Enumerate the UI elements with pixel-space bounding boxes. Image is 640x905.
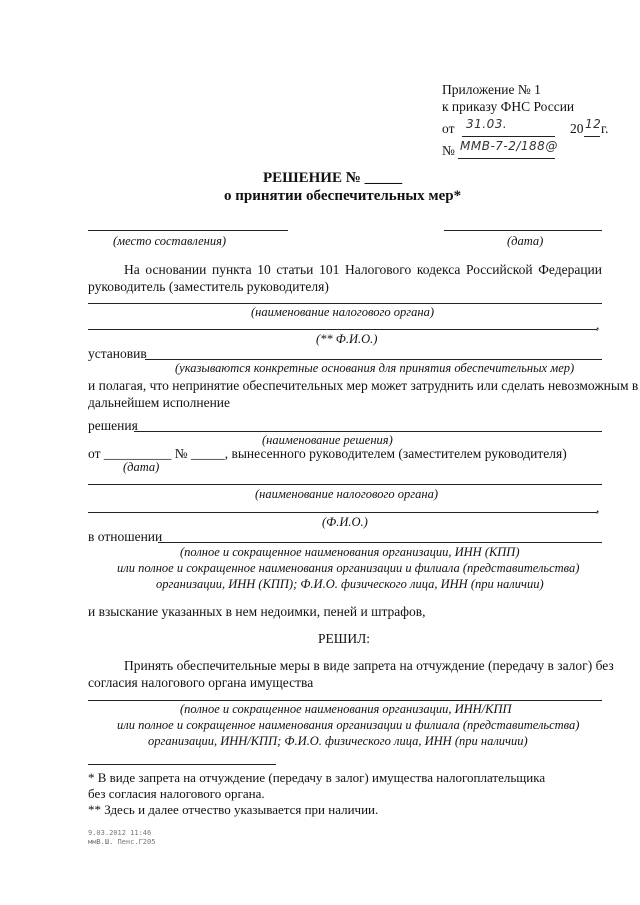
collection-text: и взыскание указанных в нем недоимки, пеней и штрафов, [88, 604, 426, 619]
regarding-label: в отношении [88, 529, 163, 544]
footnote-1-line2: без согласия налогового органа. [88, 786, 265, 801]
head-fio-comma: , [596, 317, 600, 332]
head-fio-caption: (** Ф.И.О.) [316, 332, 378, 346]
decision-label: решения [88, 418, 138, 433]
presumption-line1: и полагая, что непринятие обеспечительных мер может затруднить или сделать невозможным в [88, 378, 639, 393]
order-date-prefix: от [442, 121, 455, 136]
grounds-line [145, 359, 602, 360]
tax-authority-line [88, 303, 602, 304]
property-owner-line [88, 700, 602, 701]
registration-stamp-line2: ммВ.Ш. Пенс.Г205 [88, 838, 156, 846]
taxpayer-caption-3: организации, ИНН (КПП); Ф.И.О. физического лица, ИНН (при наличии) [156, 577, 544, 591]
order-year-underline [584, 136, 600, 137]
order-year-suffix: г. [601, 121, 609, 136]
appendix-label: Приложение № 1 [442, 82, 541, 97]
taxpayer-caption-2: или полное и сокращенное наименования организации и филиала (представительства) [117, 561, 580, 575]
order-number-value: ММВ-7-2/188@ [460, 139, 558, 153]
date-line [444, 230, 602, 231]
decided-heading: РЕШИЛ: [318, 631, 371, 646]
order-reference: к приказу ФНС России [442, 99, 575, 114]
grounds-caption: (указываются конкретные основания для принятия обеспечительных мер) [175, 361, 575, 375]
fio-line [88, 512, 597, 513]
measures-line2: согласия налогового органа имущества [88, 675, 314, 690]
property-owner-caption-3: организации, ИНН/КПП; Ф.И.О. физического лица, ИНН (при наличии) [148, 734, 528, 748]
fio-comma: , [596, 500, 600, 515]
decision-name-caption: (наименование решения) [262, 433, 393, 447]
decision-number-blank: _____ [364, 170, 403, 186]
property-owner-caption-2: или полное и сокращенное наименования организации и филиала (представительства) [117, 718, 580, 732]
decision-title-text: РЕШЕНИЕ № [263, 170, 361, 186]
decision-date-caption: (дата) [123, 460, 160, 474]
place-line [88, 230, 288, 231]
tax-authority-caption: (наименование налогового органа) [251, 305, 434, 319]
order-number-underline [458, 158, 555, 159]
footnote-separator [88, 764, 276, 765]
basis-paragraph-line2: руководитель (заместитель руководителя) [88, 279, 329, 294]
established-label: установив [88, 346, 147, 361]
order-date-underline [462, 136, 555, 137]
footnote-1-line1: * В виде запрета на отчуждение (передачу в залог) имущества налогоплательщика [88, 770, 546, 785]
decision-from-line: от __________ № _____, вынесенного руководителем (заместителем руководителя) [88, 446, 567, 461]
registration-stamp-line1: 9.03.2012 11:46 [88, 829, 152, 837]
head-fio-line [88, 329, 597, 330]
decision-subtitle: о принятии обеспечительных мер* [224, 188, 462, 204]
property-owner-caption-1: (полное и сокращенное наименования организации, ИНН/КПП [180, 702, 512, 716]
fio-caption: (Ф.И.О.) [322, 515, 368, 529]
order-year-handwritten: 12 [585, 117, 602, 131]
date-caption: (дата) [507, 234, 544, 248]
order-date-value: 31.03. [466, 117, 508, 131]
order-number-prefix: № [442, 143, 455, 158]
decision-title [263, 170, 402, 187]
decision-name-line [134, 431, 602, 432]
basis-paragraph-line1: На основании пункта 10 статьи 101 Налогового кодекса Российской Федерации [124, 262, 602, 277]
tax-authority2-caption: (наименование налогового органа) [255, 487, 438, 501]
presumption-line2: дальнейшем исполнение [88, 395, 231, 410]
tax-authority2-line [88, 484, 602, 485]
taxpayer-caption-1: (полное и сокращенное наименования организации, ИНН (КПП) [180, 545, 520, 559]
order-year-prefix: 20 [570, 121, 584, 136]
measures-line1: Принять обеспечительные меры в виде запрета на отчуждение (передачу в залог) без [124, 658, 614, 673]
taxpayer-line [158, 542, 602, 543]
place-caption: (место составления) [113, 234, 227, 248]
footnote-2: ** Здесь и далее отчество указывается при наличии. [88, 802, 379, 817]
